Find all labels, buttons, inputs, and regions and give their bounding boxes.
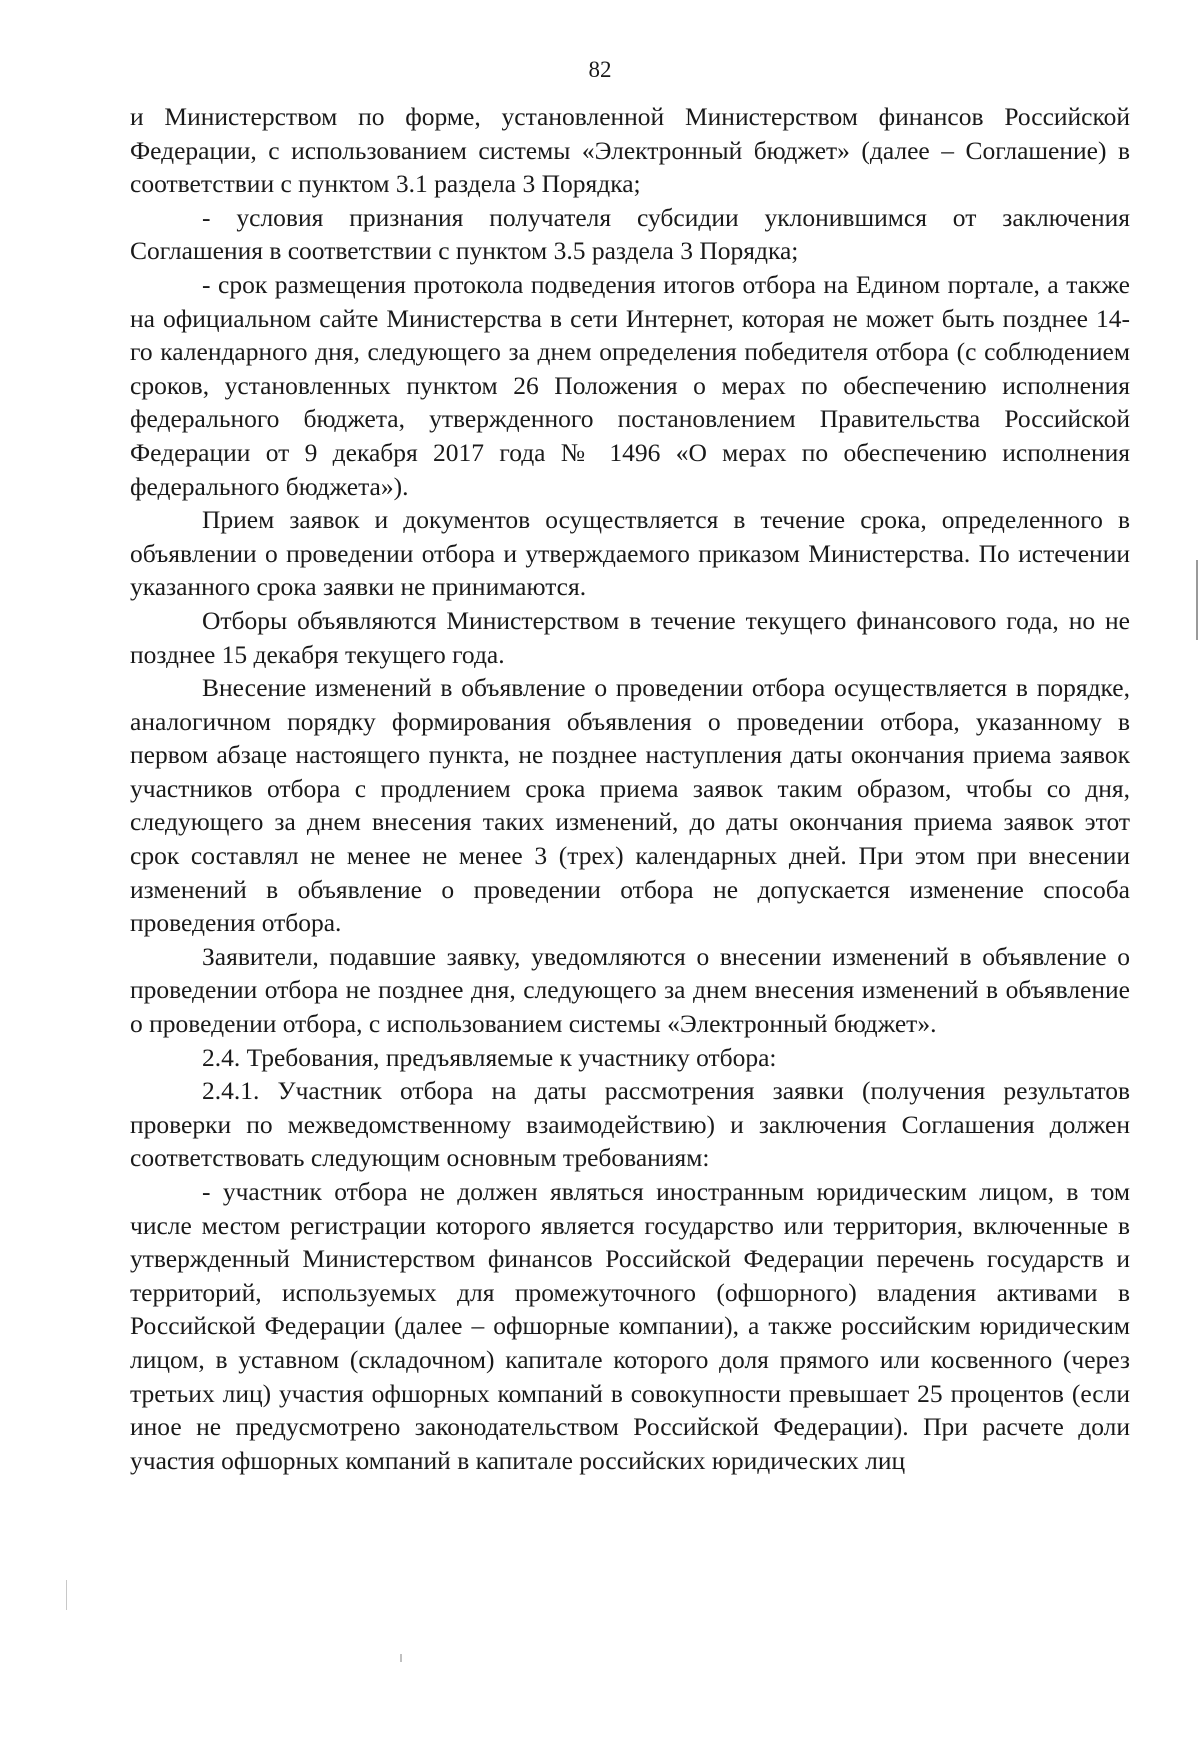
- document-body: [130, 100, 1130, 1477]
- section-heading-2-4: 2.4. Требования, предъявляемые к участнику отбора:: [202, 1042, 777, 1072]
- paragraph-continuation: и Министерством по форме, установленной Министерством финансов Российской Федерации, с использованием системы «Электронный бюджет» (далее – Соглашение) в соответствии с пунктом 3.1 раздела 3 Порядка;: [130, 102, 1130, 199]
- paragraph-application-acceptance: Прием заявок и документов осуществляется в течение срока, определенного в объявлении о проведении отбора и утверждаемого приказом Министерства. По истечении указанного срока заявки не принимаются.: [130, 505, 1130, 602]
- scan-speck: [400, 1654, 402, 1662]
- page-number: 82: [588, 57, 612, 82]
- paragraph-selection-announcement: Отборы объявляются Министерством в течение текущего финансового года, но не позднее 15 декабря текущего года.: [130, 605, 1130, 669]
- paragraph-protocol-deadline: - срок размещения протокола подведения итогов отбора на Едином портале, а также на официальном сайте Министерства в сети Интернет, которая не может быть позднее 14-го календарного дня, следующего за днем определения победителя отбора (с соблюдением сроков, установленных пунктом 26 Положения о мерах по обеспечению исполнения федерального бюджета, утвержденного постановлением Правительства Российской Федерации от 9 декабря 2017 года № 1496 «О мерах по обеспечению исполнения федерального бюджета»).: [130, 269, 1130, 501]
- paragraph-announcement-changes: Внесение изменений в объявление о проведении отбора осуществляется в порядке, аналогичном порядку формирования объявления о проведении отбора, указанному в первом абзаце настоящего пункта, не позднее наступления даты окончания приема заявок участников отбора с продлением срока приема заявок таким образом, чтобы со дня, следующего за днем внесения таких изменений, до даты окончания приема заявок этот срок составлял не менее не менее 3 (трех) календарных дней. При этом при внесении изменений в объявление о проведении отбора не допускается изменение способа проведения отбора.: [130, 673, 1130, 938]
- paragraph-evasion-conditions: - условия признания получателя субсидии уклонившимся от заключения Соглашения в соответствии с пунктом 3.5 раздела 3 Порядка;: [130, 202, 1130, 266]
- paragraph-offshore-requirement: - участник отбора не должен являться иностранным юридическим лицом, в том числе местом регистрации которого является государство или территория, включенные в утвержденный Министерством финансов Российской Федерации перечень государств и территорий, используемых для промежуточного (офшорного) владения активами в Российской Федерации (далее – офшорные компании), а также российским юридическим лицом, в уставном (складочном) капитале которого доля прямого или косвенного (через третьих лиц) участия офшорных компаний в совокупности превышает 25 процентов (если иное не предусмотрено законодательством Российской Федерации). При расчете доли участия офшорных компаний в капитале российских юридических лиц: [130, 1177, 1130, 1475]
- paragraph-applicant-notification: Заявители, подавшие заявку, уведомляются о внесении изменений в объявление о проведении отбора не позднее дня, следующего за днем внесения изменений в объявление о проведении отбора, с использованием системы «Электронный бюджет».: [130, 941, 1130, 1039]
- paragraph-2-4-1: 2.4.1. Участник отбора на даты рассмотрения заявки (получения результатов проверки по межведомственному взаимодействию) и заключения Соглашения должен соответствовать следующим основным требованиям:: [130, 1076, 1130, 1173]
- scan-margin-line: [1196, 560, 1198, 640]
- scan-speck: [66, 1580, 67, 1610]
